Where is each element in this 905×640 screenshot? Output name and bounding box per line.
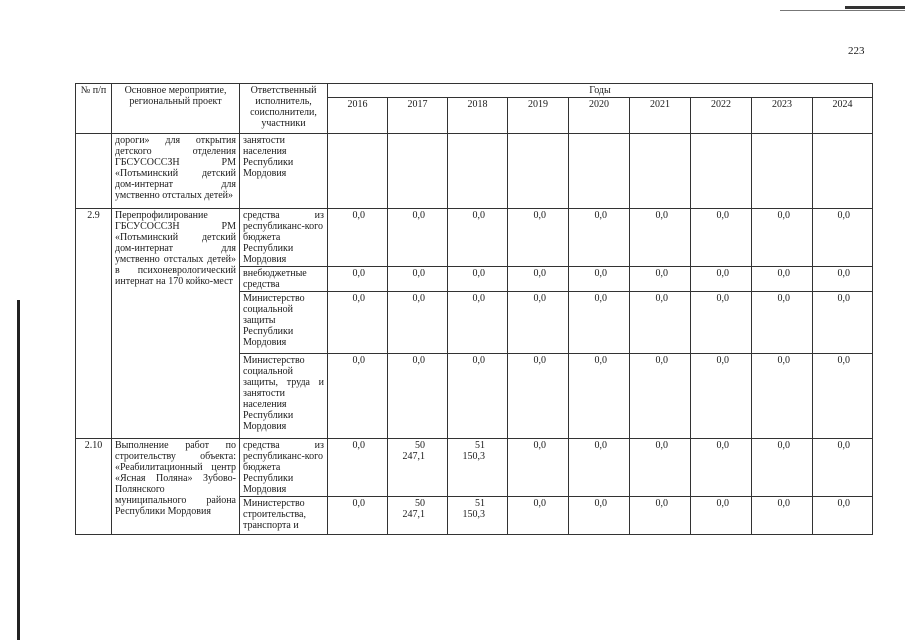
year-value-cell: 0,0 bbox=[752, 292, 813, 354]
year-value-cell: 0,0 bbox=[328, 209, 388, 267]
year-value-cell: 50 247,1 bbox=[388, 439, 448, 497]
year-value-cell bbox=[752, 134, 813, 209]
year-value-cell: 0,0 bbox=[328, 292, 388, 354]
year-value-cell: 0,0 bbox=[328, 439, 388, 497]
table-body bbox=[76, 134, 873, 535]
table-header bbox=[76, 84, 873, 134]
year-value-cell: 0,0 bbox=[569, 439, 630, 497]
header-year: 2024 bbox=[813, 98, 873, 134]
row-responsible: Министерство социальной защиты, труда и занятости населения Республики Мордовия bbox=[240, 354, 328, 439]
year-value-cell: 0,0 bbox=[691, 439, 752, 497]
year-value-cell: 0,0 bbox=[569, 267, 630, 292]
year-value-cell: 0,0 bbox=[813, 497, 873, 535]
year-value-cell: 0,0 bbox=[752, 497, 813, 535]
page-number: 223 bbox=[848, 45, 865, 57]
year-value-cell: 0,0 bbox=[388, 354, 448, 439]
header-year: 2016 bbox=[328, 98, 388, 134]
year-value-cell: 0,0 bbox=[328, 497, 388, 535]
year-value-cell: 0,0 bbox=[630, 267, 691, 292]
header-activity: Основное мероприятие, региональный проект bbox=[112, 84, 240, 134]
row-responsible: Министерство социальной защиты Республики Мордовия bbox=[240, 292, 328, 354]
year-value-cell bbox=[388, 134, 448, 209]
scan-line-top bbox=[780, 10, 905, 11]
year-value-cell bbox=[569, 134, 630, 209]
row-responsible: Министерство строительства, транспорта и bbox=[240, 497, 328, 535]
row-activity: Перепрофилирование ГБСУСОССЗН РМ «Потьминский детский дом-интернат для умственно отсталых детей» в психоневрологический интернат на 170 койко-мест bbox=[112, 209, 240, 439]
year-value-cell: 0,0 bbox=[752, 267, 813, 292]
year-value-cell: 0,0 bbox=[328, 267, 388, 292]
year-value-cell: 0,0 bbox=[448, 267, 508, 292]
header-year: 2020 bbox=[569, 98, 630, 134]
header-year: 2018 bbox=[448, 98, 508, 134]
year-value-cell: 0,0 bbox=[630, 497, 691, 535]
budget-table bbox=[75, 83, 873, 535]
row-number: 2.9 bbox=[76, 209, 112, 439]
year-value-cell: 0,0 bbox=[508, 209, 569, 267]
year-value-cell: 0,0 bbox=[508, 497, 569, 535]
year-value-cell: 0,0 bbox=[630, 354, 691, 439]
header-year: 2022 bbox=[691, 98, 752, 134]
year-value-cell: 0,0 bbox=[388, 267, 448, 292]
year-value-cell: 0,0 bbox=[448, 354, 508, 439]
row-responsible: занятости населения Республики Мордовия bbox=[240, 134, 328, 209]
header-year: 2019 bbox=[508, 98, 569, 134]
year-value-cell: 0,0 bbox=[691, 497, 752, 535]
year-value-cell: 0,0 bbox=[569, 209, 630, 267]
year-value-cell: 0,0 bbox=[752, 439, 813, 497]
year-value-cell: 0,0 bbox=[508, 267, 569, 292]
year-value-cell: 0,0 bbox=[508, 354, 569, 439]
year-value-cell: 0,0 bbox=[630, 439, 691, 497]
year-value-cell: 0,0 bbox=[813, 267, 873, 292]
row-number bbox=[76, 134, 112, 209]
table-row bbox=[76, 439, 873, 497]
row-activity: Выполнение работ по строительству объекта: «Реабилитационный центр «Ясная Поляна» Зубово-Полянского муниципального района Республики Мордовия bbox=[112, 439, 240, 535]
table-row bbox=[76, 209, 873, 267]
year-value-cell: 50 247,1 bbox=[388, 497, 448, 535]
year-value-cell: 0,0 bbox=[388, 292, 448, 354]
header-year: 2023 bbox=[752, 98, 813, 134]
year-value-cell: 0,0 bbox=[691, 354, 752, 439]
table-row bbox=[76, 134, 873, 209]
year-value-cell bbox=[691, 134, 752, 209]
header-num: № п/п bbox=[76, 84, 112, 134]
row-number: 2.10 bbox=[76, 439, 112, 535]
header-responsible: Ответственный исполнитель, соисполнители, участники bbox=[240, 84, 328, 134]
year-value-cell: 0,0 bbox=[569, 354, 630, 439]
header-year: 2021 bbox=[630, 98, 691, 134]
year-value-cell: 0,0 bbox=[813, 354, 873, 439]
year-value-cell bbox=[813, 134, 873, 209]
row-responsible: средства из республиканс-кого бюджета Республики Мордовия bbox=[240, 209, 328, 267]
year-value-cell: 0,0 bbox=[388, 209, 448, 267]
year-value-cell: 0,0 bbox=[813, 439, 873, 497]
year-value-cell bbox=[630, 134, 691, 209]
year-value-cell: 0,0 bbox=[813, 292, 873, 354]
row-activity: дороги» для открытия детского отделения ГБСУСОССЗН РМ «Потьминский детский дом-интернат для умственно отсталых детей» bbox=[112, 134, 240, 209]
year-value-cell: 0,0 bbox=[448, 292, 508, 354]
scan-edge-left bbox=[17, 300, 20, 640]
year-value-cell: 51 150,3 bbox=[448, 497, 508, 535]
header-years-label: Годы bbox=[328, 84, 873, 98]
year-value-cell: 0,0 bbox=[630, 292, 691, 354]
header-year: 2017 bbox=[388, 98, 448, 134]
year-value-cell: 0,0 bbox=[691, 292, 752, 354]
scan-edge-top bbox=[845, 6, 905, 9]
year-value-cell: 0,0 bbox=[508, 292, 569, 354]
year-value-cell bbox=[328, 134, 388, 209]
row-responsible: средства из республиканс-кого бюджета Республики Мордовия bbox=[240, 439, 328, 497]
year-value-cell: 0,0 bbox=[691, 267, 752, 292]
year-value-cell: 0,0 bbox=[569, 292, 630, 354]
year-value-cell bbox=[448, 134, 508, 209]
year-value-cell: 0,0 bbox=[508, 439, 569, 497]
year-value-cell bbox=[508, 134, 569, 209]
year-value-cell: 51 150,3 bbox=[448, 439, 508, 497]
year-value-cell: 0,0 bbox=[448, 209, 508, 267]
year-value-cell: 0,0 bbox=[691, 209, 752, 267]
year-value-cell: 0,0 bbox=[813, 209, 873, 267]
year-value-cell: 0,0 bbox=[569, 497, 630, 535]
row-responsible: внебюджетные средства bbox=[240, 267, 328, 292]
year-value-cell: 0,0 bbox=[328, 354, 388, 439]
year-value-cell: 0,0 bbox=[752, 354, 813, 439]
year-value-cell: 0,0 bbox=[630, 209, 691, 267]
year-value-cell: 0,0 bbox=[752, 209, 813, 267]
